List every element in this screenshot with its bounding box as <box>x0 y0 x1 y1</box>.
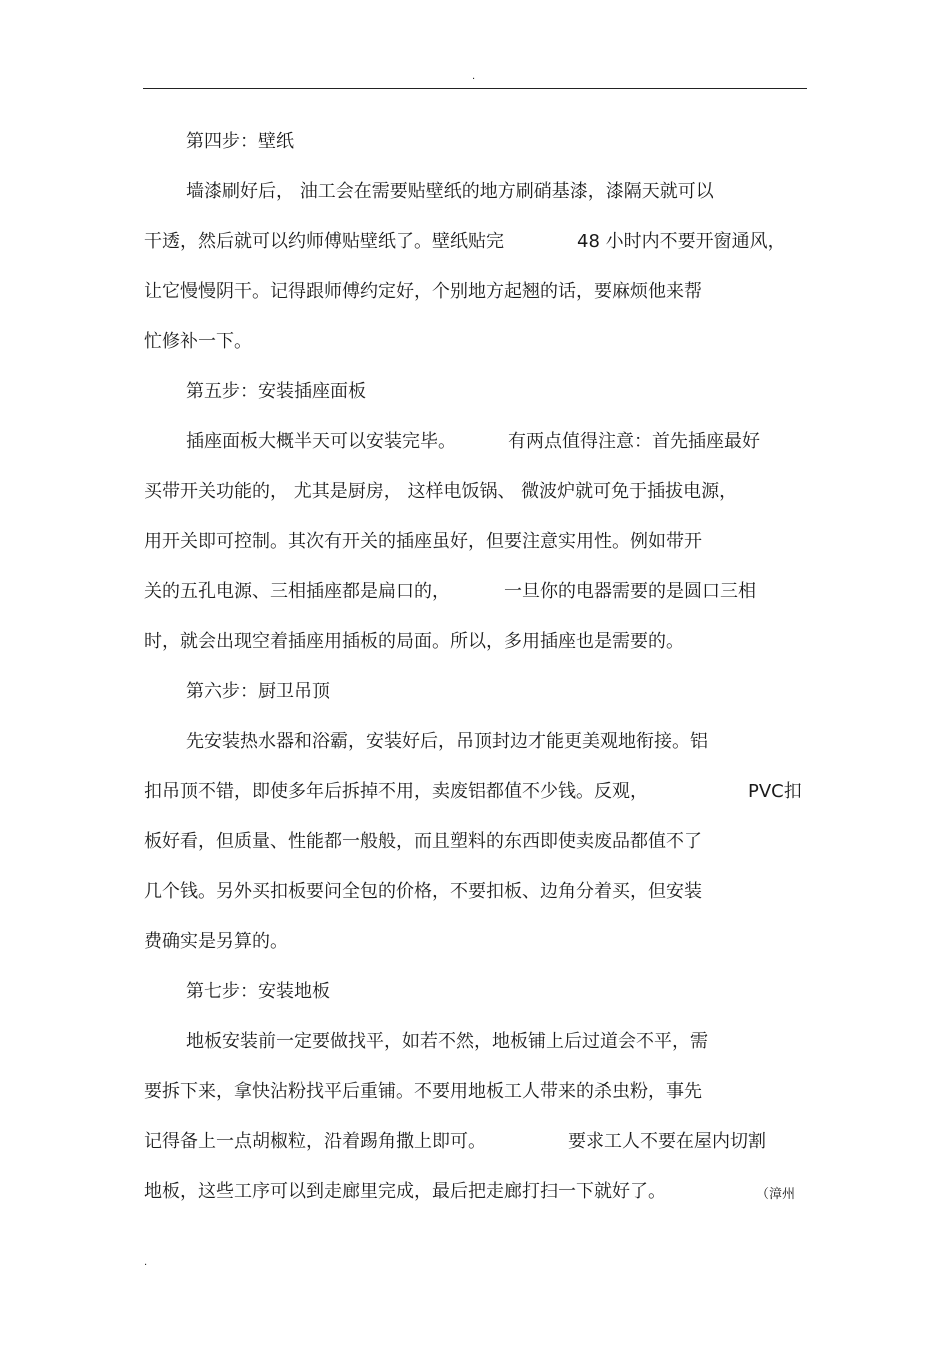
text-segment: 扣吊顶不错，即使多年后拆掉不用，卖废铝都值不少钱。反观， <box>144 781 648 802</box>
step4-paragraph-line: 让它慢慢阴干。记得跟师傅约定好，个别地方起翘的话，要麻烦他来帮 <box>144 281 702 302</box>
step7-heading: 第七步：安装地板 <box>186 981 330 1002</box>
step5-paragraph-line <box>144 580 808 604</box>
step7-paragraph-line <box>144 1130 808 1154</box>
step5-heading: 第五步：安装插座面板 <box>186 381 366 402</box>
step6-paragraph-line: 板好看，但质量、性能都一般般，而且塑料的东西即使卖废品都值不了 <box>144 831 702 852</box>
step5-paragraph-line: 用开关即可控制。其次有开关的插座虽好，但要注意实用性。例如带开 <box>144 531 702 552</box>
text-segment: 48 小时内不要开窗通风， <box>577 231 786 252</box>
step6-paragraph-line: 先安装热水器和浴霸，安装好后，吊顶封边才能更美观地衔接。铝 <box>186 731 708 752</box>
step5-paragraph-line: 时，就会出现空着插座用插板的局面。所以，多用插座也是需要的。 <box>144 631 684 652</box>
step4-paragraph-line: 忙修补一下。 <box>144 331 252 352</box>
step4-paragraph-line <box>144 230 808 254</box>
text-segment: 有两点值得注意：首先插座最好 <box>508 431 760 452</box>
text-segment: （漳州 <box>756 1187 796 1202</box>
step7-paragraph-line: 要拆下来，拿快沾粉找平后重铺。不要用地板工人带来的杀虫粉，事先 <box>144 1081 702 1102</box>
step6-paragraph-line: 费确实是另算的。 <box>144 931 288 952</box>
step5-paragraph-line <box>144 430 808 454</box>
text-segment: 地板，这些工序可以到走廊里完成，最后把走廊打扫一下就好了。 <box>144 1181 666 1202</box>
step6-heading: 第六步：厨卫吊顶 <box>186 681 330 702</box>
text-segment: PVC扣 <box>748 781 802 802</box>
step4-paragraph-line: 墙漆刷好后， 油工会在需要贴壁纸的地方刷硝基漆，漆隔天就可以 <box>186 181 714 202</box>
text-segment: 插座面板大概半天可以安装完毕。 <box>186 431 456 452</box>
step6-paragraph-line: 几个钱。另外买扣板要问全包的价格，不要扣板、边角分着买，但安装 <box>144 881 702 902</box>
footer-mark: . <box>144 1257 148 1268</box>
header-mark: . <box>472 71 476 82</box>
text-segment: 记得备上一点胡椒粒，沿着踢角撒上即可。 <box>144 1131 486 1152</box>
text-segment: 干透，然后就可以约师傅贴壁纸了。壁纸贴完 <box>144 231 504 252</box>
step7-paragraph-line <box>144 1180 808 1204</box>
header-rule <box>143 88 807 89</box>
step4-heading: 第四步：壁纸 <box>186 131 294 152</box>
step7-paragraph-line: 地板安装前一定要做找平，如若不然，地板铺上后过道会不平，需 <box>186 1031 708 1052</box>
step5-paragraph-line: 买带开关功能的， 尤其是厨房， 这样电饭锅、 微波炉就可免于插拔电源， <box>144 481 738 502</box>
text-segment: 要求工人不要在屋内切割 <box>568 1131 766 1152</box>
text-segment: 一旦你的电器需要的是圆口三相 <box>504 581 756 602</box>
step6-paragraph-line <box>144 780 808 804</box>
text-segment: 关的五孔电源、三相插座都是扁口的， <box>144 581 450 602</box>
